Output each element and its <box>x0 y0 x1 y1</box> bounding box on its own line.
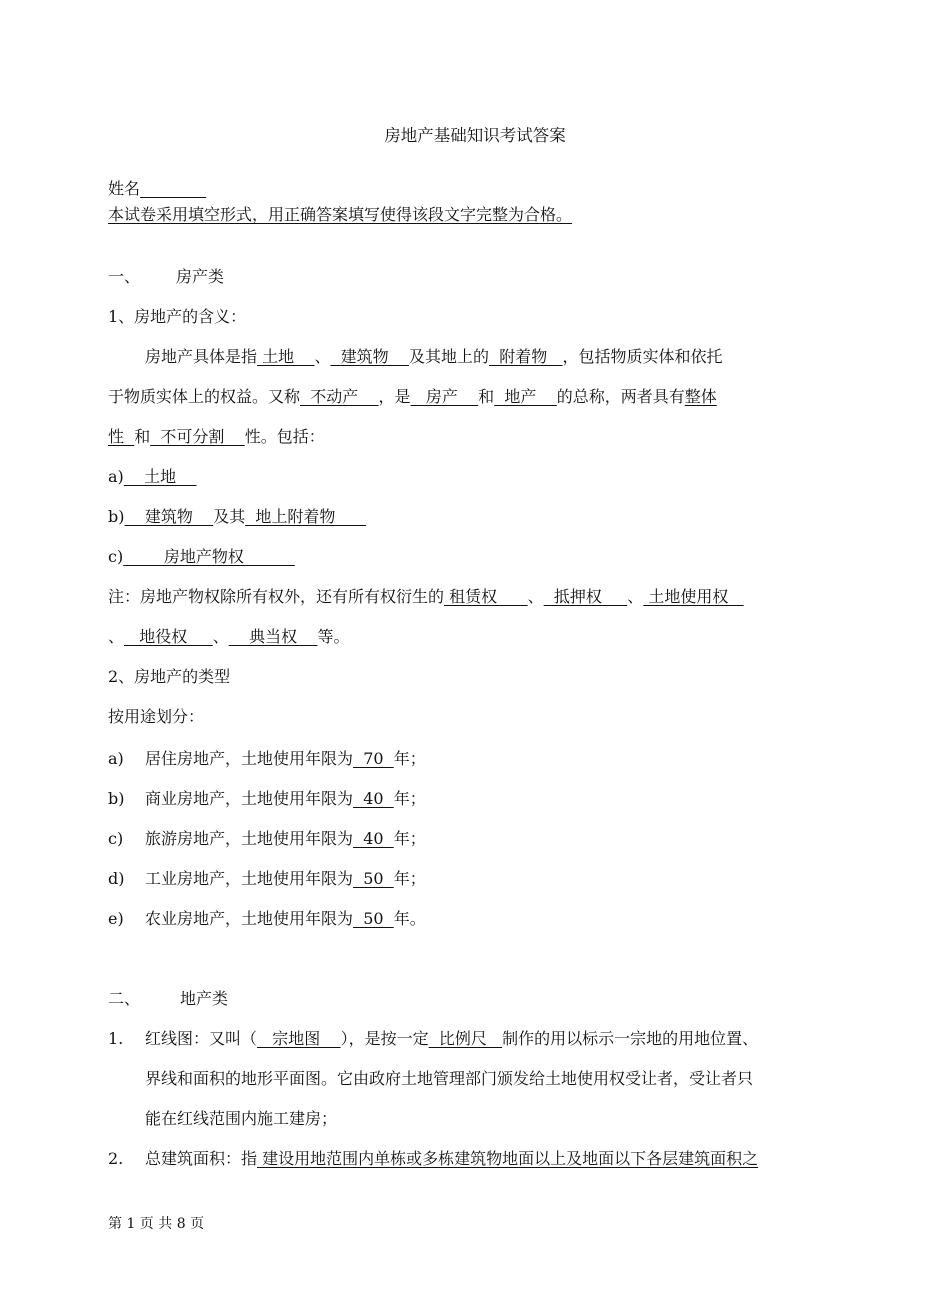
answer-blank: 典当权 <box>228 627 318 646</box>
static-text: 及其地上的 <box>409 347 490 366</box>
answer-blank: 租赁权 <box>444 587 528 606</box>
static-text: 制作的用以标示一宗地的用地位置、 <box>502 1029 759 1048</box>
answer-blank: 整体 <box>684 387 717 406</box>
type-end: 年； <box>393 789 426 808</box>
q2-title: 2、房地产的类型 <box>108 667 231 686</box>
type-row <box>108 909 426 929</box>
question-number: 1. <box>108 1029 124 1048</box>
instructions <box>108 205 572 225</box>
static-text: 和 <box>134 427 151 446</box>
static-text: ），是按一定 <box>340 1029 429 1048</box>
answer-blank: 建筑物 <box>124 507 214 526</box>
item-c <box>108 547 295 567</box>
note-line-2 <box>108 627 349 647</box>
type-end: 年； <box>393 749 426 768</box>
static-text: 、 <box>212 627 229 646</box>
question-number: 2. <box>108 1149 124 1168</box>
answer-blank: 房产 <box>410 387 479 406</box>
type-row <box>108 869 426 889</box>
type-end: 年； <box>393 869 426 888</box>
type-label: a) <box>108 749 124 768</box>
static-text: ，包括物质实体和依托 <box>562 347 723 366</box>
section1-heading <box>108 267 224 287</box>
answer-blank: 地上附着物 <box>245 507 366 526</box>
definition-line-3 <box>108 427 325 447</box>
type-years: 40 <box>353 789 394 808</box>
item-label: b) <box>108 507 125 526</box>
s2-q1-line-3: 能在红线范围内施工建房； <box>145 1109 338 1128</box>
type-text: 旅游房地产，土地使用年限为 <box>145 829 354 848</box>
definition-line-2 <box>108 387 717 407</box>
answer-blank: 宗地图 <box>257 1029 341 1048</box>
section2-heading <box>108 989 228 1009</box>
answer-blank: 土地 <box>123 467 197 486</box>
static-text: 、 <box>527 587 544 606</box>
s2-q1-line-1 <box>108 1029 758 1049</box>
type-end: 年。 <box>393 909 426 928</box>
page-footer: 第 1 页 共 8 页 <box>108 1216 205 1232</box>
answer-blank: 建设用地范围内单栋或多栋建筑物地面以上及地面以下各层建筑面积之 <box>257 1149 759 1168</box>
type-label: e) <box>108 909 124 928</box>
answer-blank: 比例尺 <box>428 1029 503 1048</box>
name-blank <box>140 179 248 199</box>
instructions-text: 本试卷采用填空形式，用正确答案填写使得该段文字完整为合格。 <box>108 205 573 224</box>
answer-blank: 地役权 <box>124 627 213 646</box>
static-text: 及其 <box>213 507 246 526</box>
static-text: 和 <box>478 387 495 406</box>
document-title: 房地产基础知识考试答案 <box>384 126 566 145</box>
type-text: 商业房地产，土地使用年限为 <box>145 789 354 808</box>
type-label: c) <box>108 829 124 848</box>
static-text: 、 <box>627 587 644 606</box>
static-text: 红线图：又叫（ <box>145 1029 258 1048</box>
by-use-label: 按用途划分： <box>108 707 205 726</box>
answer-blank: 性 <box>108 427 135 446</box>
answer-blank: 地产 <box>494 387 557 406</box>
static-text: 注：房地产物权除所有权外，还有所有权衍生的 <box>108 587 445 606</box>
answer-blank: 土地使用权 <box>643 587 744 606</box>
type-row <box>108 749 426 769</box>
item-label: a) <box>108 467 124 486</box>
static-text: ，是 <box>378 387 411 406</box>
static-text: 、 <box>314 347 331 366</box>
static-text: 性。包括： <box>244 427 325 446</box>
section1-title: 房产类 <box>176 267 225 286</box>
answer-blank: 不动产 <box>300 387 379 406</box>
answer-blank: 房地产物权 <box>123 547 295 566</box>
type-years: 50 <box>353 909 394 928</box>
s2-q2-line-1 <box>108 1149 758 1169</box>
section2-number: 二、 <box>108 989 141 1008</box>
static-text: 的总称，两者具有 <box>556 387 685 406</box>
type-label: b) <box>108 789 125 808</box>
item-label: c) <box>108 547 124 566</box>
type-text: 农业房地产，土地使用年限为 <box>145 909 354 928</box>
name-label: 姓名 <box>108 179 141 198</box>
answer-blank: 不可分割 <box>150 427 245 446</box>
static-text: 等。 <box>317 627 350 646</box>
type-text: 居住房地产，土地使用年限为 <box>145 749 354 768</box>
q1-title: 1、房地产的含义： <box>108 307 247 326</box>
answer-blank: 建筑物 <box>330 347 409 366</box>
item-b <box>108 507 366 527</box>
type-end: 年； <box>393 829 426 848</box>
type-row <box>108 789 426 809</box>
item-a <box>108 467 196 487</box>
static-text: 总建筑面积：指 <box>145 1149 258 1168</box>
answer-blank: 土地 <box>257 347 315 366</box>
section1-number: 一、 <box>108 267 141 286</box>
note-line-1 <box>108 587 744 607</box>
type-label: d) <box>108 869 125 888</box>
type-text: 工业房地产，土地使用年限为 <box>145 869 354 888</box>
type-years: 50 <box>353 869 394 888</box>
static-text: 、 <box>108 627 125 646</box>
type-years: 40 <box>353 829 394 848</box>
static-text: 于物质实体上的权益。又称 <box>108 387 301 406</box>
type-years: 70 <box>353 749 394 768</box>
definition-line-1 <box>145 347 722 367</box>
name-line <box>108 179 248 199</box>
static-text: 房地产具体是指 <box>145 347 258 366</box>
s2-q1-line-2: 界线和面积的地形平面图。它由政府土地管理部门颁发给土地使用权受让者，受让者只 <box>145 1069 754 1088</box>
section2-title: 地产类 <box>180 989 229 1008</box>
answer-blank: 抵押权 <box>543 587 628 606</box>
type-row <box>108 829 426 849</box>
answer-blank: 附着物 <box>489 347 563 366</box>
